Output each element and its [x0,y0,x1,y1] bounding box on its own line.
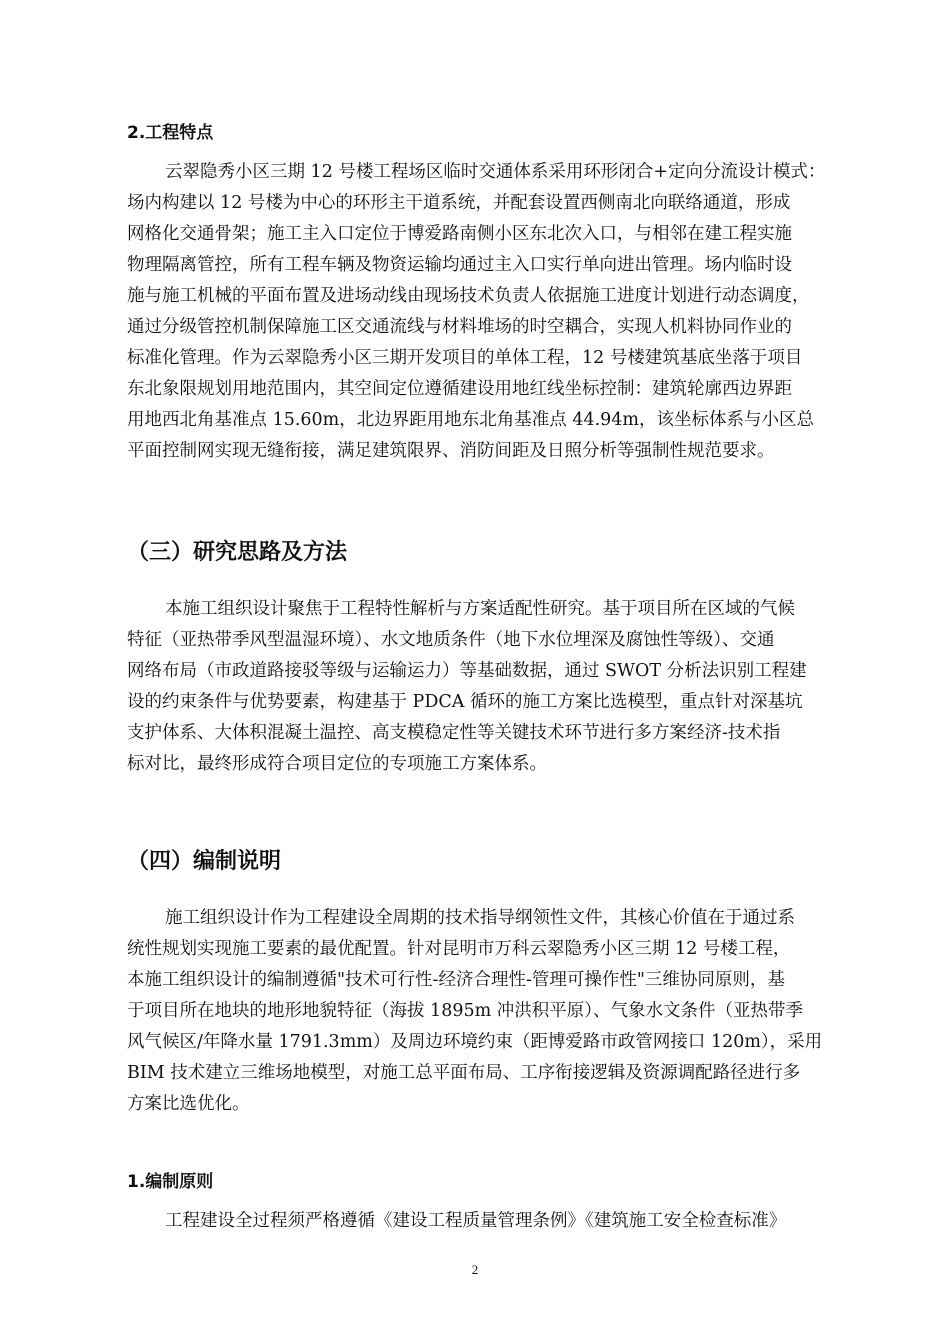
text-line: 物理隔离管控，所有工程车辆及物资运输均通过主入口实行单向进出管理。场内临时设 [127,255,792,275]
text-line: 统性规划实现施工要素的最优配置。针对昆明市万科云翠隐秀小区三期 12 号楼工程， [127,939,791,959]
section-heading-research: （三）研究思路及方法 [127,540,348,565]
paragraph-research [127,594,867,780]
text-line: 标准化管理。作为云翠隐秀小区三期开发项目的单体工程，12 号楼建筑基底坐落于项目 [127,348,803,368]
text-line: 本施工组织设计聚焦于工程特性解析与方案适配性研究。基于项目所在区域的气候 [165,599,795,619]
section-heading-compile: （四）编制说明 [127,849,282,874]
text-line: 工程建设全过程须严格遵循《建设工程质量管理条例》《建筑施工安全检查标准》 [165,1211,787,1231]
page-number: 2 [471,1262,479,1277]
paragraph-features [127,157,867,467]
section-heading-principle: 1.编制原则 [127,1172,214,1192]
paragraph-principle [127,1206,867,1237]
text-line: 平面控制网实现无缝衔接，满足建筑限界、消防间距及日照分析等强制性规范要求。 [127,441,775,461]
text-line: 施工组织设计作为工程建设全周期的技术指导纲领性文件，其核心价值在于通过系 [165,908,795,928]
text-line: 网格化交通骨架；施工主入口定位于博爱路南侧小区东北次入口，与相邻在建工程实施 [127,224,792,244]
text-line: 东北象限规划用地范围内，其空间定位遵循建设用地红线坐标控制：建筑轮廓西边界距 [127,379,792,399]
text-line: BIM 技术建立三维场地模型，对施工总平面布局、工序衔接逻辑及资源调配路径进行多 [127,1063,801,1083]
text-line: 于项目所在地块的地形地貌特征（海拔 1895m 冲洪积平原）、气象水文条件（亚热带季 [127,1001,804,1021]
text-line: 支护体系、大体积混凝土温控、高支模稳定性等关键技术环节进行多方案经济-技术指 [127,723,781,743]
paragraph-compile [127,903,867,1120]
text-line: 本施工组织设计的编制遵循"技术可行性-经济合理性-管理可操作性"三维协同原则，基 [127,970,785,990]
text-line: 网络布局（市政道路接驳等级与运输运力）等基础数据，通过 SWOT 分析法识别工程建 [127,661,807,681]
text-line: 通过分级管控机制保障施工区交通流线与材料堆场的时空耦合，实现人机料协同作业的 [127,317,792,337]
text-line: 标对比，最终形成符合项目定位的专项施工方案体系。 [127,754,547,774]
text-line: 用地西北角基准点 15.60m，北边界距用地东北角基准点 44.94m，该坐标体系与小区总 [127,410,815,430]
text-line: 施与施工机械的平面布置及进场动线由现场技术负责人依据施工进度计划进行动态调度， [127,286,810,306]
text-line: 云翠隐秀小区三期 12 号楼工程场区临时交通体系采用环形闭合+定向分流设计模式： [165,162,826,182]
text-line: 场内构建以 12 号楼为中心的环形主干道系统，并配套设置西侧南北向联络通道，形成 [127,193,791,213]
text-line: 设的约束条件与优势要素，构建基于 PDCA 循环的施工方案比选模型，重点针对深基坑 [127,692,803,712]
text-line: 方案比选优化。 [127,1094,250,1114]
text-line: 风气候区/年降水量 1791.3mm）及周边环境约束（距博爱路市政管网接口 120m），采用 [127,1032,823,1052]
section-heading-features: 2.工程特点 [127,123,214,143]
text-line: 特征（亚热带季风型温湿环境）、水文地质条件（地下水位埋深及腐蚀性等级）、交通 [127,630,775,650]
